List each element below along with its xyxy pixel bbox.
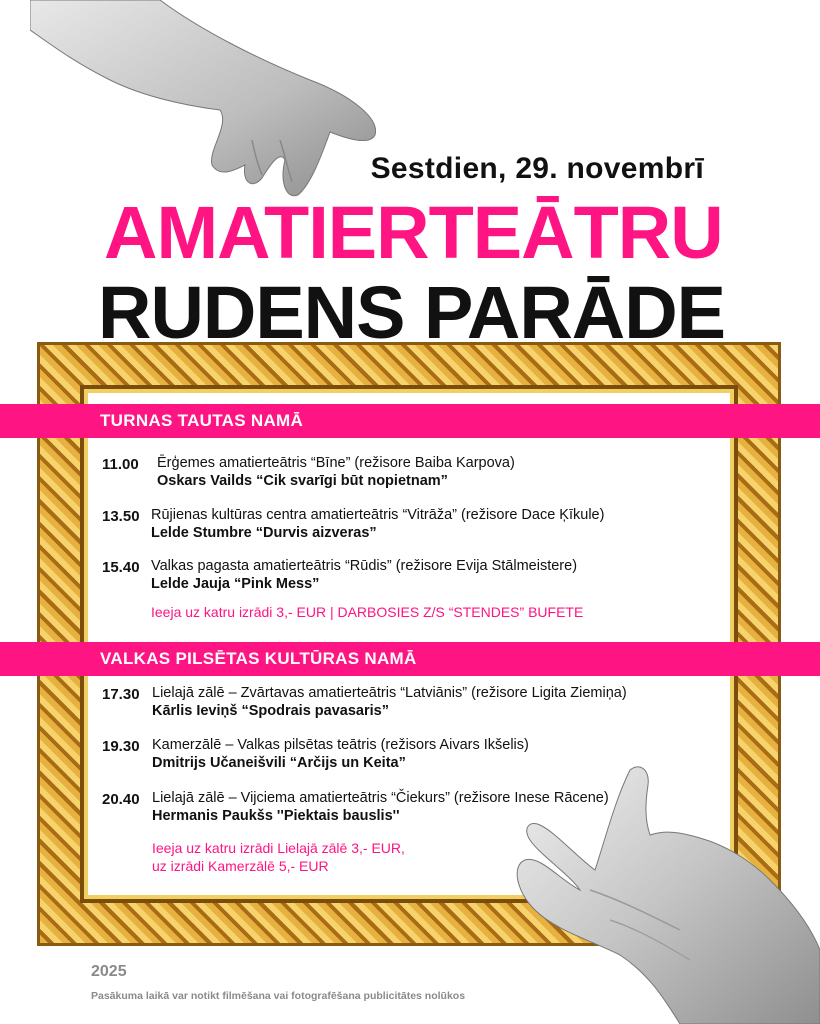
- event-troupe: Rūjienas kultūras centra amatierteātris “Vitrāža” (režisore Dace Ķīkule): [151, 507, 605, 523]
- event-troupe: Lielajā zālē – Vijciema amatierteātris “Čiekurs” (režisore Inese Rācene): [152, 790, 609, 806]
- footer-year: 2025: [91, 963, 127, 980]
- event-date: Sestdien, 29. novembrī: [370, 152, 704, 185]
- event-time: 13.50: [102, 508, 140, 525]
- title-line-1: AMATIERTEĀTRU: [104, 191, 723, 274]
- title-line-2: RUDENS PARĀDE: [98, 271, 726, 354]
- section-2-note-line-2: uz izrādi Kamerzālē 5,- EUR: [152, 858, 329, 874]
- event-troupe: Lielajā zālē – Zvārtavas amatierteātris “Latviānis” (režisore Ligita Ziemiņa): [152, 685, 627, 701]
- section-1-note: Ieeja uz katru izrādi 3,- EUR | DARBOSIES Z/S “STENDES” BUFETE: [151, 604, 584, 620]
- event-play: Dmitrijs Učaneišvili “Arčijs un Keita”: [152, 755, 406, 771]
- event-troupe: Kamerzālē – Valkas pilsētas teātris (režisors Aivars Ikšelis): [152, 737, 529, 753]
- event-play: Hermanis Paukšs ''Piektais bauslis'': [152, 808, 400, 824]
- event-play: Lelde Stumbre “Durvis aizveras”: [151, 525, 377, 541]
- section-2-heading: VALKAS PILSĒTAS KULTŪRAS NAMĀ: [100, 649, 417, 668]
- hand-open-palm-icon: [500, 750, 820, 1024]
- event-time: 15.40: [102, 559, 140, 576]
- event-time: 17.30: [102, 686, 140, 703]
- event-troupe: Ērģemes amatierteātris “Bīne” (režisore Baiba Karpova): [157, 455, 515, 471]
- event-play: Oskars Vailds “Cik svarīgi būt nopietnam”: [157, 473, 448, 489]
- hand-reaching-down-icon: [30, 0, 390, 200]
- section-2-note-line-1: Ieeja uz katru izrādi Lielajā zālē 3,- EUR,: [152, 840, 405, 856]
- event-time: 20.40: [102, 791, 140, 808]
- event-time: 19.30: [102, 738, 140, 755]
- event-play: Lelde Jauja “Pink Mess”: [151, 576, 320, 592]
- footer-disclaimer: Pasākuma laikā var notikt filmēšana vai fotografēšana publicitātes nolūkos: [91, 990, 466, 1002]
- section-1-heading: TURNAS TAUTAS NAMĀ: [100, 411, 304, 430]
- event-play: Kārlis Ieviņš “Spodrais pavasaris”: [152, 703, 389, 719]
- event-time: 11.00: [102, 456, 139, 473]
- event-troupe: Valkas pagasta amatierteātris “Rūdis” (režisore Evija Stālmeistere): [151, 558, 578, 574]
